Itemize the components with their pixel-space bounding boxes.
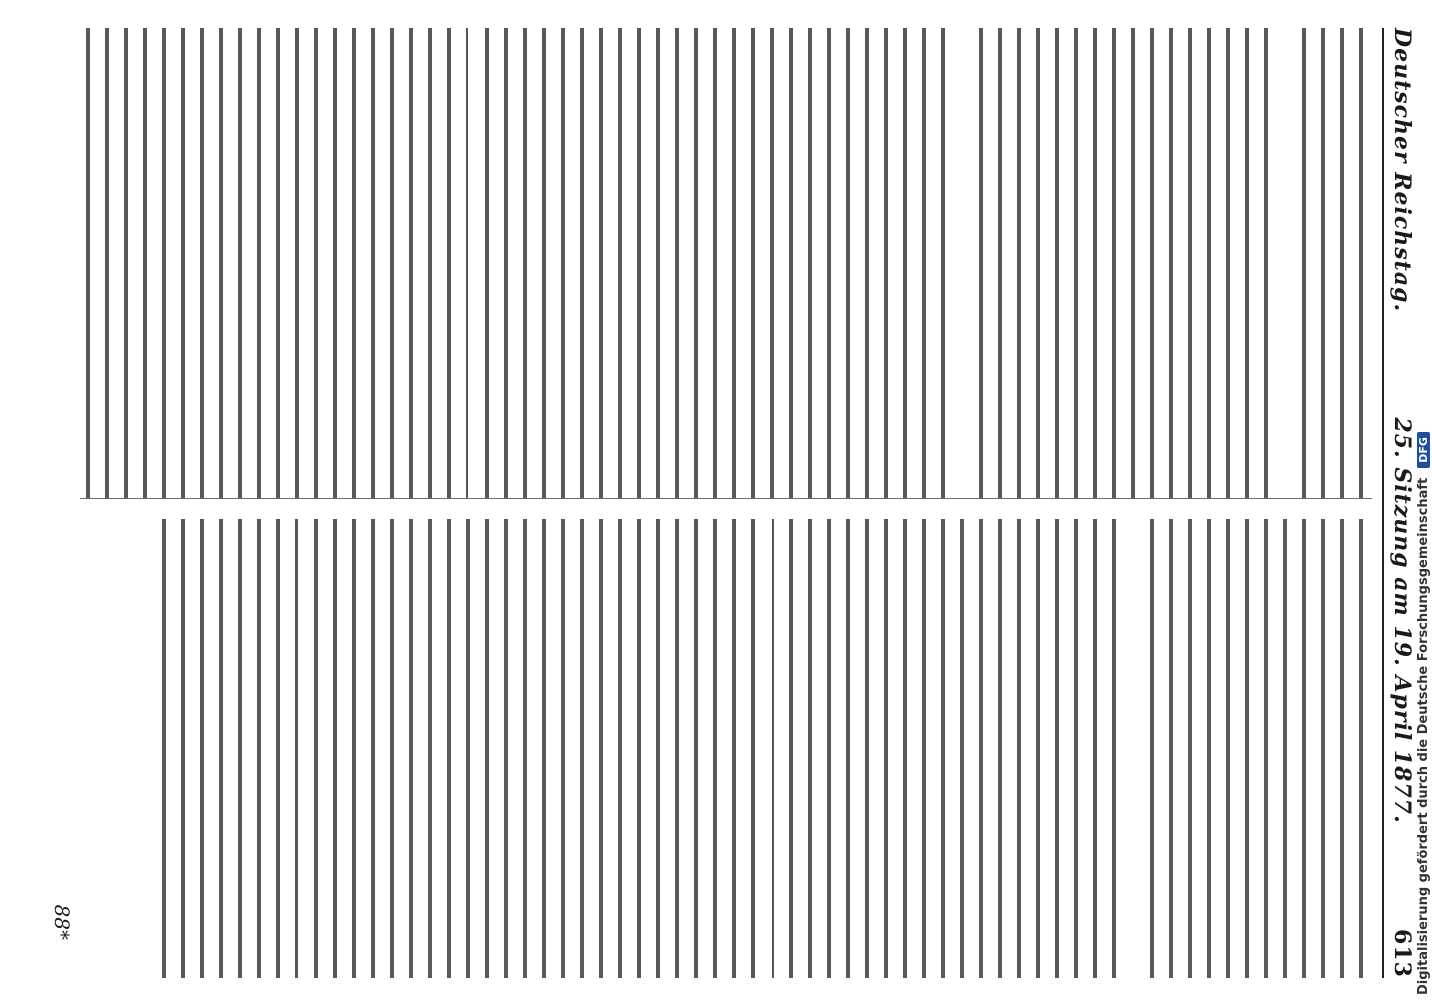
document-page [40,18,1420,988]
column-end-space [12,519,152,979]
paragraph-break [954,28,972,498]
paragraph-break [1276,28,1294,498]
page-number: 613 [1389,929,1415,978]
text-columns [80,28,1372,978]
header-session-date: 25. Sitzung am 19. April 1877. [1389,417,1415,824]
paragraph-break [1124,519,1142,979]
header-publication-title: Deutscher Reichstag. [1389,28,1415,313]
paragraph-break [468,28,482,498]
left-column-text [80,28,1372,499]
paragraph-break [298,519,312,979]
right-column-text [80,519,1372,979]
paragraph-break [756,519,772,979]
dfg-logo-icon: DFG [1417,432,1430,468]
footer-signature-mark: 88* [50,904,74,940]
digitization-imprint [1414,5,1432,995]
imprint-text: Digitalisierung gefördert durch die Deutsche Forschungsgemeinschaft [1415,477,1431,995]
